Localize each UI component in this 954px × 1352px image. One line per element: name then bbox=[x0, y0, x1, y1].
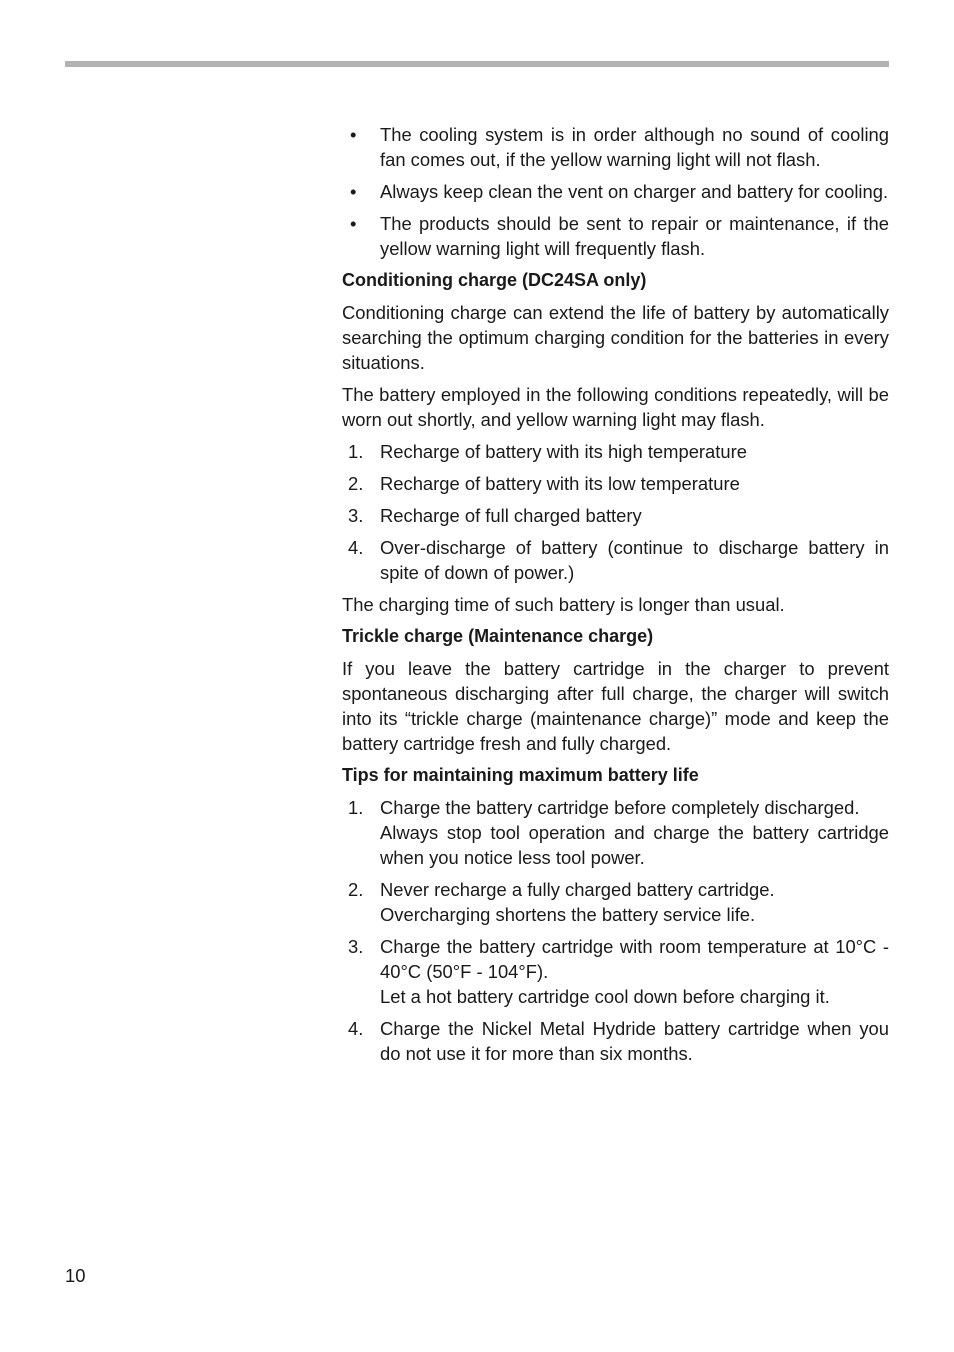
main-column bbox=[342, 122, 889, 1073]
bullet-marker: • bbox=[350, 213, 357, 234]
item-number: 1. bbox=[348, 797, 364, 818]
bullet-text: Always keep clean the vent on charger and battery for cooling. bbox=[380, 181, 889, 202]
item-number: 2. bbox=[348, 879, 364, 900]
bullet-marker: • bbox=[350, 124, 357, 145]
item-text: Recharge of full charged battery bbox=[380, 505, 642, 526]
tips-heading: Tips for maintaining maximum battery life bbox=[342, 765, 699, 785]
bullet-item bbox=[342, 179, 889, 204]
numbered-item bbox=[342, 877, 889, 927]
numbered-item bbox=[342, 535, 889, 585]
bullet-text: The cooling system is in order although no sound of cooling fan comes out, if the yellow warning light will not flash. bbox=[380, 124, 889, 170]
bullet-text: The products should be sent to repair or maintenance, if the yellow warning light will frequently flash. bbox=[380, 213, 889, 259]
conditioning-paragraph: Conditioning charge can extend the life of battery by automatically searching the optimum charging condition for the batteries in every situations. bbox=[342, 302, 889, 373]
item-text: Charge the battery cartridge before completely discharged. bbox=[380, 797, 860, 818]
numbered-item bbox=[342, 934, 889, 1009]
item-note: Overcharging shortens the battery service life. bbox=[380, 904, 756, 925]
header-rule bbox=[65, 61, 889, 67]
item-note: Let a hot battery cartridge cool down before charging it. bbox=[380, 986, 830, 1007]
page-number: 10 bbox=[65, 1265, 86, 1286]
item-text: Over-discharge of battery (continue to discharge battery in spite of down of power.) bbox=[380, 537, 889, 583]
item-text: Recharge of battery with its high temperature bbox=[380, 441, 747, 462]
bullet-item bbox=[342, 122, 889, 172]
numbered-item bbox=[342, 503, 889, 528]
conditioning-heading: Conditioning charge (DC24SA only) bbox=[342, 270, 647, 290]
numbered-item bbox=[342, 1016, 889, 1066]
trickle-paragraph: If you leave the battery cartridge in the charger to prevent spontaneous discharging after full charge, the charger will switch into its “trickle charge (maintenance charge)” mode and keep the battery cartridge fresh and fully charged. bbox=[342, 658, 889, 754]
bullet-marker: • bbox=[350, 181, 357, 202]
item-number: 2. bbox=[348, 473, 364, 494]
conditioning-closing: The charging time of such battery is longer than usual. bbox=[342, 594, 785, 615]
numbered-item bbox=[342, 439, 889, 464]
trickle-heading: Trickle charge (Maintenance charge) bbox=[342, 626, 654, 646]
conditioning-paragraph: The battery employed in the following conditions repeatedly, will be worn out shortly, and yellow warning light may flash. bbox=[342, 384, 889, 430]
bullet-item bbox=[342, 211, 889, 261]
item-text: Charge the Nickel Metal Hydride battery cartridge when you do not use it for more than six months. bbox=[380, 1018, 889, 1064]
item-number: 3. bbox=[348, 936, 364, 957]
item-number: 4. bbox=[348, 1018, 364, 1039]
numbered-item bbox=[342, 795, 889, 870]
item-number: 3. bbox=[348, 505, 364, 526]
item-text: Never recharge a fully charged battery cartridge. bbox=[380, 879, 775, 900]
item-note: Always stop tool operation and charge the battery cartridge when you notice less tool power. bbox=[380, 822, 889, 868]
item-number: 4. bbox=[348, 537, 364, 558]
numbered-item bbox=[342, 471, 889, 496]
item-text: Recharge of battery with its low temperature bbox=[380, 473, 740, 494]
item-number: 1. bbox=[348, 441, 364, 462]
item-text: Charge the battery cartridge with room temperature at 10°C - 40°C (50°F - 104°F). bbox=[380, 936, 889, 982]
